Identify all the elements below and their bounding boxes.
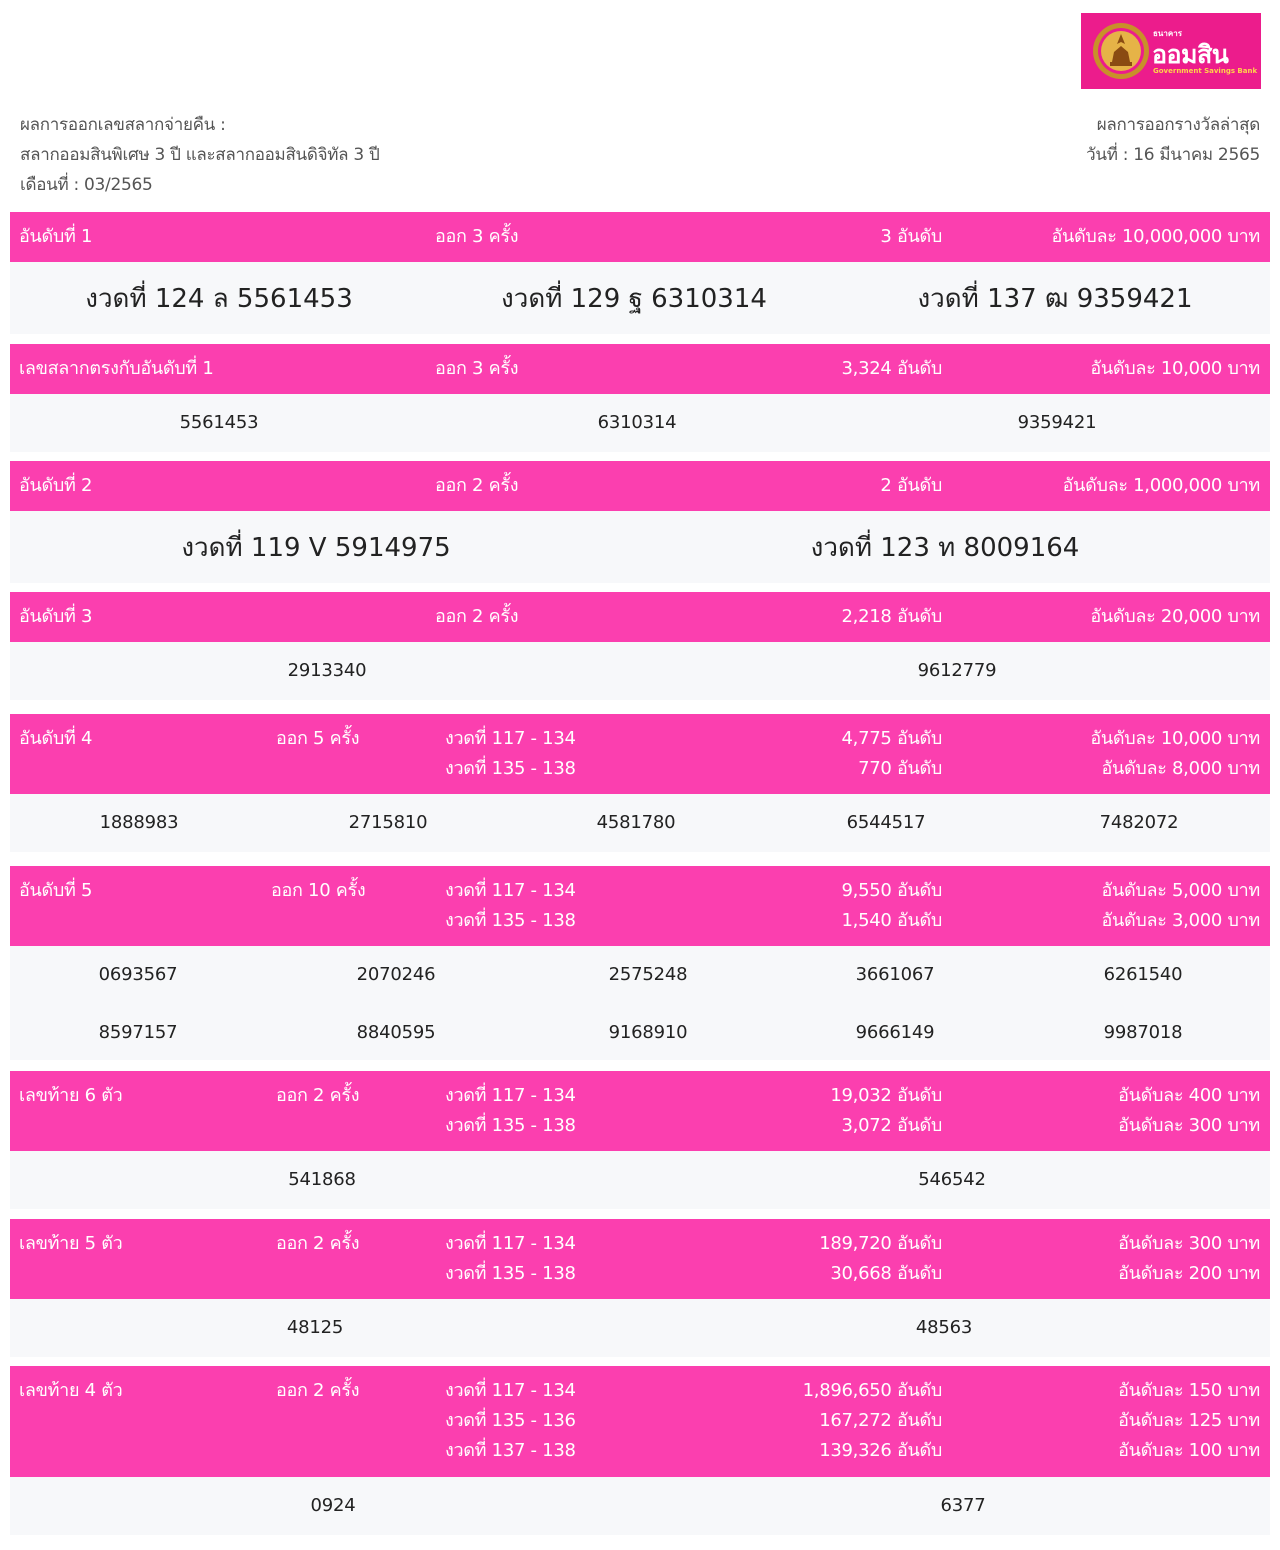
winning-number: 9987018 <box>1103 1022 1183 1043</box>
section-count: 167,272 อันดับ <box>819 1410 942 1431</box>
section-count: 1,896,650 อันดับ <box>802 1380 942 1401</box>
section-times: ออก 10 ครั้ง <box>271 880 366 901</box>
number-row <box>10 511 1270 583</box>
section-amount: อันดับละ 300 บาท <box>1118 1233 1260 1254</box>
section-times: ออก 3 ครั้ง <box>435 358 519 379</box>
section-amount: อันดับละ 8,000 บาท <box>1101 758 1260 779</box>
winning-number: 8840595 <box>356 1022 436 1043</box>
section-count: 4,775 อันดับ <box>841 728 942 749</box>
winning-number: 3661067 <box>855 964 935 985</box>
section-amount: อันดับละ 200 บาท <box>1118 1263 1260 1284</box>
winning-number: 6261540 <box>1103 964 1183 985</box>
section-times: ออก 2 ครั้ง <box>276 1085 360 1106</box>
section-header <box>10 344 1270 394</box>
section-count: 9,550 อันดับ <box>841 880 942 901</box>
period-range: งวดที่ 117 - 134 <box>445 1380 576 1401</box>
section-count: 3,324 อันดับ <box>841 358 942 379</box>
section-header <box>10 866 1270 946</box>
section-count: 19,032 อันดับ <box>830 1085 942 1106</box>
section-amount: อันดับละ 20,000 บาท <box>1090 606 1260 627</box>
section-count: 2 อันดับ <box>880 475 942 496</box>
winning-number: งวดที่ 123 ท 8009164 <box>810 533 1080 563</box>
winning-number: 541868 <box>288 1169 356 1190</box>
period-range: งวดที่ 135 - 138 <box>445 910 576 931</box>
winning-number: 4581780 <box>596 812 676 833</box>
winning-number: 9168910 <box>608 1022 688 1043</box>
section-header <box>10 461 1270 511</box>
section-amount: อันดับละ 100 บาท <box>1118 1440 1260 1461</box>
section-amounts <box>1118 1229 1260 1289</box>
section-periods <box>445 1376 576 1466</box>
section-amount: อันดับละ 300 บาท <box>1118 1115 1260 1136</box>
winning-number: 6377 <box>940 1495 986 1516</box>
number-row <box>10 394 1270 452</box>
period-range: งวดที่ 117 - 134 <box>445 728 576 749</box>
number-grid <box>10 946 1270 1060</box>
winning-number: 0693567 <box>98 964 178 985</box>
winning-number: งวดที่ 119 V 5914975 <box>181 533 451 563</box>
winning-number: 8597157 <box>98 1022 178 1043</box>
winning-number: 2070246 <box>356 964 436 985</box>
winning-number: งวดที่ 124 ล 5561453 <box>85 284 353 314</box>
winning-number: งวดที่ 129 ฐ 6310314 <box>501 284 767 314</box>
header-date: วันที่ : 16 มีนาคม 2565 <box>1086 145 1260 165</box>
section-title: เลขท้าย 4 ตัว <box>19 1380 123 1401</box>
section-amounts <box>1101 876 1260 936</box>
header-right <box>1086 110 1260 170</box>
period-range: งวดที่ 137 - 138 <box>445 1440 576 1461</box>
logo-english: Government Savings Bank <box>1153 67 1258 75</box>
number-row <box>10 794 1270 852</box>
winning-number: 2715810 <box>348 812 428 833</box>
winning-number: 1888983 <box>99 812 179 833</box>
section-header <box>10 212 1270 262</box>
period-range: งวดที่ 135 - 138 <box>445 758 576 779</box>
winning-number: 48125 <box>286 1317 344 1338</box>
section-title: อันดับที่ 3 <box>19 606 93 627</box>
winning-number: 0924 <box>310 1495 356 1516</box>
bank-seal-icon <box>1092 22 1150 80</box>
section-header <box>10 714 1270 794</box>
section-periods <box>445 1229 576 1289</box>
section-amount: อันดับละ 3,000 บาท <box>1101 910 1260 931</box>
winning-number: 2575248 <box>608 964 688 985</box>
section-count: 3,072 อันดับ <box>841 1115 942 1136</box>
section-counts <box>830 1081 942 1141</box>
section-times: ออก 2 ครั้ง <box>276 1233 360 1254</box>
winning-number: 6310314 <box>597 412 677 433</box>
section-periods <box>445 876 576 936</box>
section-header <box>10 592 1270 642</box>
section-amount: อันดับละ 125 บาท <box>1118 1410 1260 1431</box>
section-amount: อันดับละ 1,000,000 บาท <box>1062 475 1260 496</box>
section-counts <box>842 876 942 936</box>
section-counts <box>819 1229 942 1289</box>
number-row <box>10 642 1270 700</box>
section-header <box>10 1219 1270 1299</box>
section-times: ออก 5 ครั้ง <box>276 728 360 749</box>
section-periods <box>445 724 576 784</box>
section-amounts <box>1118 1081 1260 1141</box>
section-amount: อันดับละ 400 บาท <box>1118 1085 1260 1106</box>
section-counts <box>803 1376 942 1466</box>
section-count: 3 อันดับ <box>880 226 942 247</box>
section-header <box>10 1071 1270 1151</box>
period-range: งวดที่ 117 - 134 <box>445 1085 576 1106</box>
period-range: งวดที่ 135 - 138 <box>445 1115 576 1136</box>
number-row <box>10 1151 1270 1209</box>
section-title: อันดับที่ 2 <box>19 475 93 496</box>
winning-number: 48563 <box>915 1317 973 1338</box>
section-amount: อันดับละ 10,000 บาท <box>1090 358 1260 379</box>
section-title: อันดับที่ 5 <box>19 880 93 901</box>
section-count: 139,326 อันดับ <box>819 1440 942 1461</box>
header-lottery-type: สลากออมสินพิเศษ 3 ปี และสลากออมสินดิจิทัล 3 ปี <box>20 145 380 165</box>
period-range: งวดที่ 117 - 134 <box>445 1233 576 1254</box>
winning-number: 9666149 <box>855 1022 935 1043</box>
section-title: อันดับที่ 4 <box>19 728 93 749</box>
header-title: ผลการออกเลขสลากจ่ายคืน : <box>20 115 226 135</box>
winning-number: 6544517 <box>846 812 926 833</box>
section-amount: อันดับละ 5,000 บาท <box>1101 880 1260 901</box>
logo-name: ออมสิน <box>1152 40 1229 69</box>
section-count: 1,540 อันดับ <box>841 910 942 931</box>
section-header <box>10 1366 1270 1477</box>
section-amount: อันดับละ 150 บาท <box>1118 1380 1260 1401</box>
number-row <box>10 1299 1270 1357</box>
winning-number: 9612779 <box>917 660 997 681</box>
winning-number: งวดที่ 137 ฒ 9359421 <box>917 284 1193 314</box>
number-row <box>10 1477 1270 1535</box>
section-count: 189,720 อันดับ <box>819 1233 942 1254</box>
number-row <box>10 262 1270 334</box>
section-title: เลขสลากตรงกับอันดับที่ 1 <box>19 358 214 379</box>
section-counts <box>842 724 942 784</box>
header-month: เดือนที่ : 03/2565 <box>20 175 153 195</box>
section-title: เลขท้าย 6 ตัว <box>19 1085 123 1106</box>
section-count: 30,668 อันดับ <box>830 1263 942 1284</box>
section-times: ออก 2 ครั้ง <box>276 1380 360 1401</box>
section-times: ออก 2 ครั้ง <box>435 606 519 627</box>
winning-number: 5561453 <box>179 412 259 433</box>
section-periods <box>445 1081 576 1141</box>
section-amounts <box>1118 1376 1260 1466</box>
winning-number: 7482072 <box>1099 812 1179 833</box>
section-amounts <box>1090 724 1260 784</box>
section-amount: อันดับละ 10,000 บาท <box>1090 728 1260 749</box>
winning-number: 9359421 <box>1017 412 1097 433</box>
period-range: งวดที่ 135 - 138 <box>445 1263 576 1284</box>
section-count: 2,218 อันดับ <box>841 606 942 627</box>
section-count: 770 อันดับ <box>858 758 942 779</box>
section-title: อันดับที่ 1 <box>19 226 93 247</box>
gsb-logo[interactable] <box>1081 13 1261 89</box>
section-amount: อันดับละ 10,000,000 บาท <box>1051 226 1260 247</box>
winning-number: 2913340 <box>287 660 367 681</box>
period-range: งวดที่ 117 - 134 <box>445 880 576 901</box>
header-left <box>20 110 380 200</box>
section-times: ออก 2 ครั้ง <box>435 475 519 496</box>
section-title: เลขท้าย 5 ตัว <box>19 1233 123 1254</box>
period-range: งวดที่ 135 - 136 <box>445 1410 576 1431</box>
logo-small-text: ธนาคาร <box>1153 29 1182 38</box>
section-times: ออก 3 ครั้ง <box>435 226 519 247</box>
winning-number: 546542 <box>918 1169 986 1190</box>
header-latest-title: ผลการออกรางวัลล่าสุด <box>1096 115 1260 135</box>
